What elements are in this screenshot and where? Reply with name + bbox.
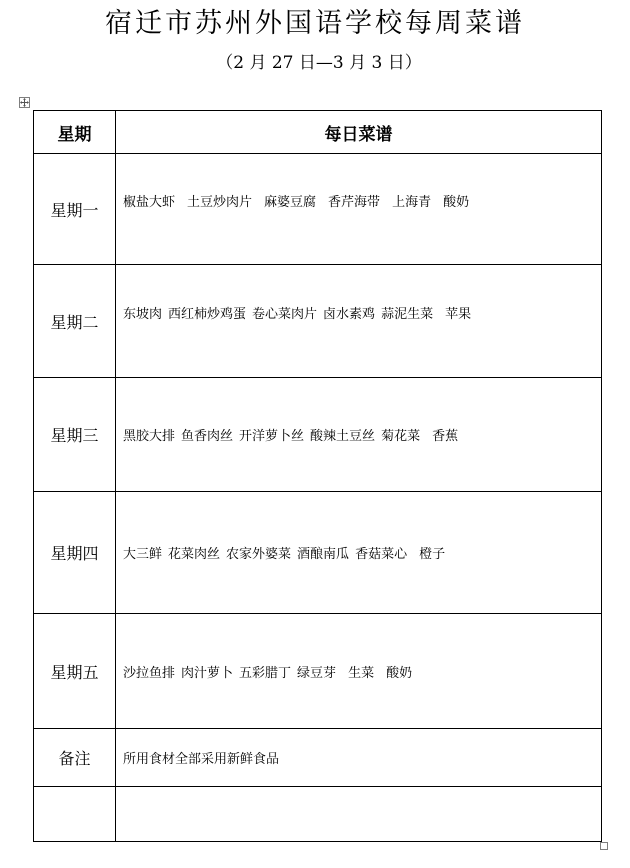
table-row	[34, 492, 602, 614]
dish-item: 沙拉鱼排	[123, 665, 176, 681]
table-header-row	[34, 111, 602, 154]
dish-item: 椒盐大虾	[123, 194, 176, 210]
dish-item: 黑胶大排	[123, 429, 176, 444]
dish-item: 香蕉	[432, 429, 459, 444]
table-resize-handle-icon[interactable]	[600, 842, 608, 850]
note-row	[34, 729, 602, 787]
dishes-cell	[116, 378, 602, 492]
dish-item: 绿豆芽	[297, 665, 337, 681]
dish-item: 卷心菜肉片	[252, 306, 318, 322]
table-row	[34, 378, 602, 492]
dishes-cell	[116, 492, 602, 614]
weekday-cell: 星期三	[34, 378, 116, 492]
dish-item: 酒酿南瓜	[297, 547, 350, 562]
dish-item: 橙子	[419, 547, 446, 562]
weekday-cell: 星期四	[34, 492, 116, 614]
dish-item: 农家外婆菜	[226, 547, 292, 562]
table-move-handle-icon[interactable]	[19, 97, 30, 108]
dish-item: 开洋萝卜丝	[239, 429, 305, 444]
move-arrows-icon	[20, 98, 29, 107]
header-daily-menu: 每日菜谱	[116, 111, 602, 154]
empty-row	[34, 787, 602, 842]
dish-item: 卤水素鸡	[323, 306, 376, 322]
dish-item: 生菜	[348, 665, 375, 681]
weekly-menu-table	[33, 110, 602, 842]
dish-item: 五彩腊丁	[239, 665, 292, 681]
weekday-cell: 星期五	[34, 614, 116, 729]
dish-item: 东坡肉	[123, 306, 163, 322]
dish-item: 土豆炒肉片	[187, 194, 253, 210]
dish-item: 西红柿炒鸡蛋	[168, 306, 247, 322]
dish-item: 酸奶	[443, 194, 470, 210]
dish-item: 酸奶	[386, 665, 413, 681]
table-row	[34, 265, 602, 378]
page-title: 宿迁市苏州外国语学校每周菜谱	[105, 8, 525, 39]
date-range-subtitle: （2 月 27 日—3 月 3 日）	[216, 53, 422, 73]
dish-item: 菊花菜	[381, 429, 421, 444]
weekday-cell: 星期一	[34, 154, 116, 265]
dishes-cell	[116, 614, 602, 729]
dish-item: 麻婆豆腐	[264, 194, 317, 210]
dish-item: 大三鲜	[123, 547, 163, 562]
note-label-cell: 备注	[34, 729, 116, 787]
header-weekday: 星期	[34, 111, 116, 154]
empty-label-cell	[34, 787, 116, 842]
dish-item: 苹果	[445, 306, 472, 322]
dishes-cell	[116, 265, 602, 378]
table-row	[34, 154, 602, 265]
dish-item: 鱼香肉丝	[181, 429, 234, 444]
note-text-cell: 所用食材全部采用新鲜食品	[116, 729, 602, 787]
dish-item: 香芹海带	[328, 194, 381, 210]
dish-item: 肉汁萝卜	[181, 665, 234, 681]
empty-text-cell	[116, 787, 602, 842]
weekday-cell: 星期二	[34, 265, 116, 378]
dish-item: 花菜肉丝	[168, 547, 221, 562]
table-row	[34, 614, 602, 729]
dish-item: 酸辣土豆丝	[310, 429, 376, 444]
dishes-cell	[116, 154, 602, 265]
dish-item: 香菇菜心	[355, 547, 408, 562]
dish-item: 蒜泥生菜	[381, 306, 434, 322]
dish-item: 上海青	[392, 194, 432, 210]
